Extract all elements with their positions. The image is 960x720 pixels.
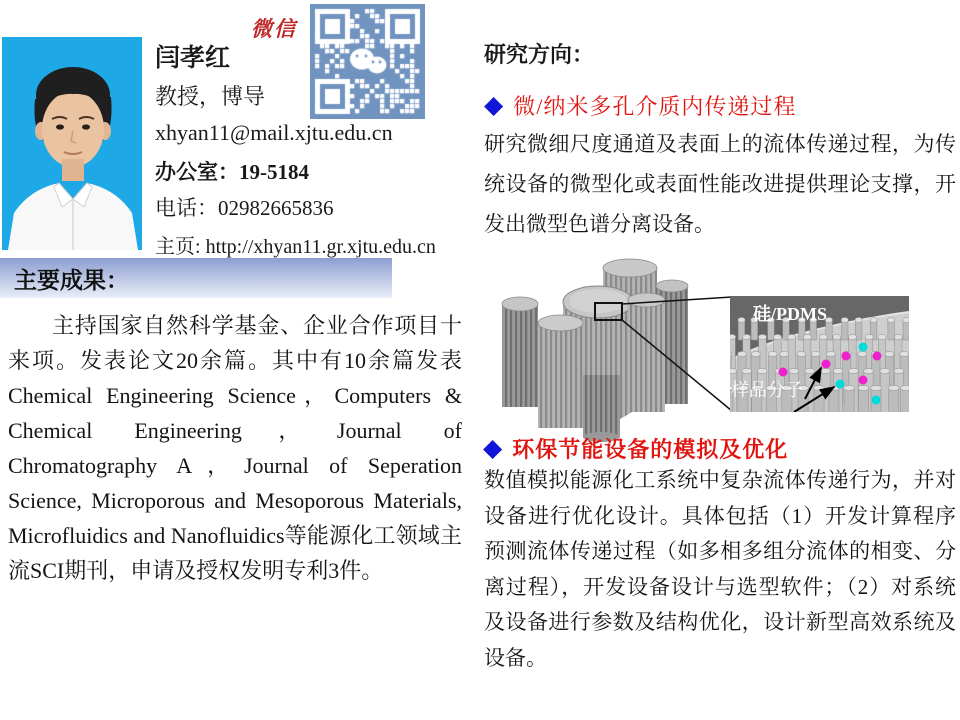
phone-label: 电话： [155, 196, 218, 220]
person-title: 教授，博导 [155, 84, 266, 109]
diamond-bullet-icon: ◆ [484, 92, 504, 119]
research-topic-2 [483, 433, 788, 464]
homepage-line [155, 230, 436, 259]
research-directions-heading: 研究方向： [484, 42, 595, 67]
phone-value: 02982665836 [218, 196, 334, 220]
research-topic-1-body: 研究微细尺度通道及表面上的流体传递过程，为传统设备的微型化或表面性能改进提供理论支撑，开发出微型色谱分离设备。 [484, 132, 956, 236]
achievements-heading-bar [0, 258, 392, 298]
silicon-pdms-label: 硅/PDMS [753, 304, 827, 324]
portrait-illustration [2, 37, 142, 250]
homepage-label: 主页: [155, 236, 201, 258]
achievements-paragraph: 主持国家自然科学基金、企业合作项目十来项。发表论文20余篇。其中有10余篇发表Chemical Engineering Science，Computers & Chemical Engineering，Journal of Chromatography A，Journal of Seperation Science, Microporous and Mesoporous Materials, Microfluidics and Nanofluidics等能源化工领域主流SCI期刊，申请及授权发明专利3件。 [8, 313, 462, 583]
research-topic-1-title: 微/纳米多孔介质内传递过程 [513, 94, 797, 119]
email-address[interactable]: xhyan11@mail.xjtu.edu.cn [155, 120, 393, 145]
diamond-bullet-icon: ◆ [483, 435, 503, 462]
micropillar-figure [485, 253, 910, 445]
wechat-qr-canvas [310, 4, 425, 119]
research-topic-2-title: 环保节能设备的模拟及优化 [512, 437, 789, 462]
homepage-url[interactable]: http://xhyan11.gr.xjtu.edu.cn [205, 236, 436, 258]
achievements-heading: 主要成果： [14, 267, 129, 293]
research-topic-1 [484, 90, 796, 121]
wechat-qr-code [310, 4, 425, 119]
research-topic-2-body: 数值模拟能源化工系统中复杂流体传递行为，并对设备进行优化设计。具体包括（1）开发计算程序预测流体传递过程（如多相多组分流体的相变、分离过程），开发设备设计与选型软件；（2）对系统及设备进行参数及结构优化，设计新型高效系统及设备。 [484, 468, 956, 670]
office-label: 办公室： [155, 160, 239, 184]
phone-line [155, 192, 334, 222]
micropillar-zoom-image [730, 296, 909, 412]
sample-molecule-label: 样品分子 [731, 380, 803, 400]
portrait-photo [2, 37, 142, 250]
wechat-label: 微信 [251, 17, 297, 41]
office-line [155, 156, 309, 186]
person-name: 闫孝红 [155, 45, 231, 72]
office-value: 19-5184 [239, 160, 309, 184]
